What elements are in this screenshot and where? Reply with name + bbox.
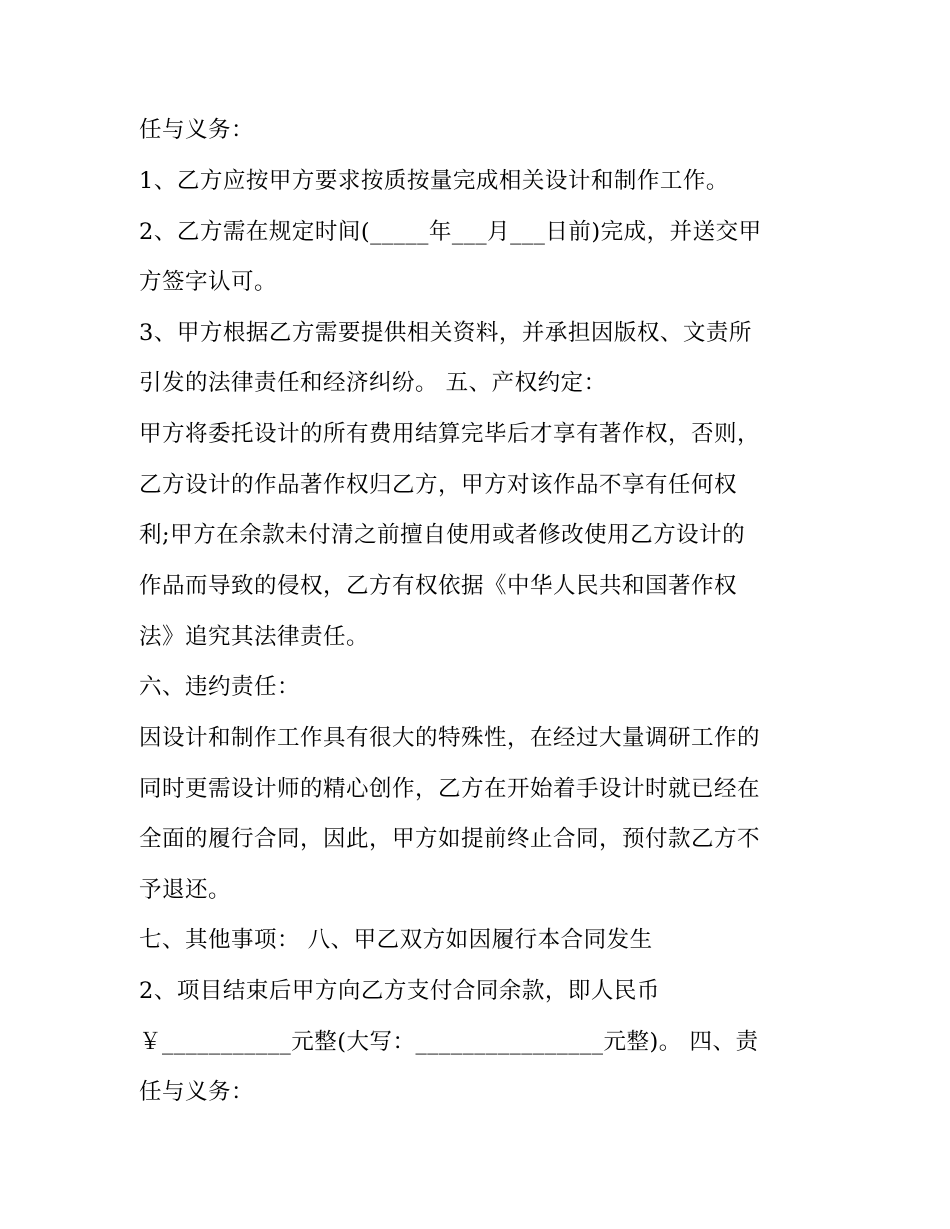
text-line: 六、违约责任： <box>139 674 301 700</box>
text-line: 任与义务： <box>139 1079 255 1105</box>
text-line: 乙方设计的作品著作权归乙方，甲方对该作品不享有任何权 <box>139 472 738 498</box>
text-line: 方签字认可。 <box>139 269 278 295</box>
text-line: 同时更需设计师的精心创作，乙方在开始着手设计时就已经在 <box>139 776 761 802</box>
text-line: 法》追究其法律责任。 <box>139 624 370 650</box>
text-line: 予退还。 <box>139 877 232 903</box>
text-line: ￥___________元整(大写：________________元整)。 四、责 <box>139 1029 759 1055</box>
text-line: 作品而导致的侵权，乙方有权依据《中华人民共和国著作权 <box>139 573 738 599</box>
text-line: 甲方将委托设计的所有费用结算完毕后才享有著作权，否则， <box>139 421 761 447</box>
text-line: 全面的履行合同，因此，甲方如提前终止合同，预付款乙方不 <box>139 826 761 852</box>
text-line: 引发的法律责任和经济纠纷。 五、产权约定： <box>139 370 607 396</box>
text-line: 利;甲方在余款未付清之前擅自使用或者修改使用乙方设计的 <box>139 522 746 548</box>
text-line: 2、乙方需在规定时间(_____年___月___日前)完成，并送交甲 <box>139 219 762 245</box>
text-line: 任与义务： <box>139 117 255 143</box>
text-line: 七、其他事项： 八、甲乙双方如因履行本合同发生 <box>139 927 653 953</box>
text-line: 因设计和制作工作具有很大的特殊性，在经过大量调研工作的 <box>139 725 761 751</box>
text-line: 2、项目结束后甲方向乙方支付合同余款，即人民币 <box>139 978 660 1004</box>
text-line: 1、乙方应按甲方要求按质按量完成相关设计和制作工作。 <box>139 168 729 194</box>
text-line: 3、甲方根据乙方需要提供相关资料，并承担因版权、文责所 <box>139 320 752 346</box>
